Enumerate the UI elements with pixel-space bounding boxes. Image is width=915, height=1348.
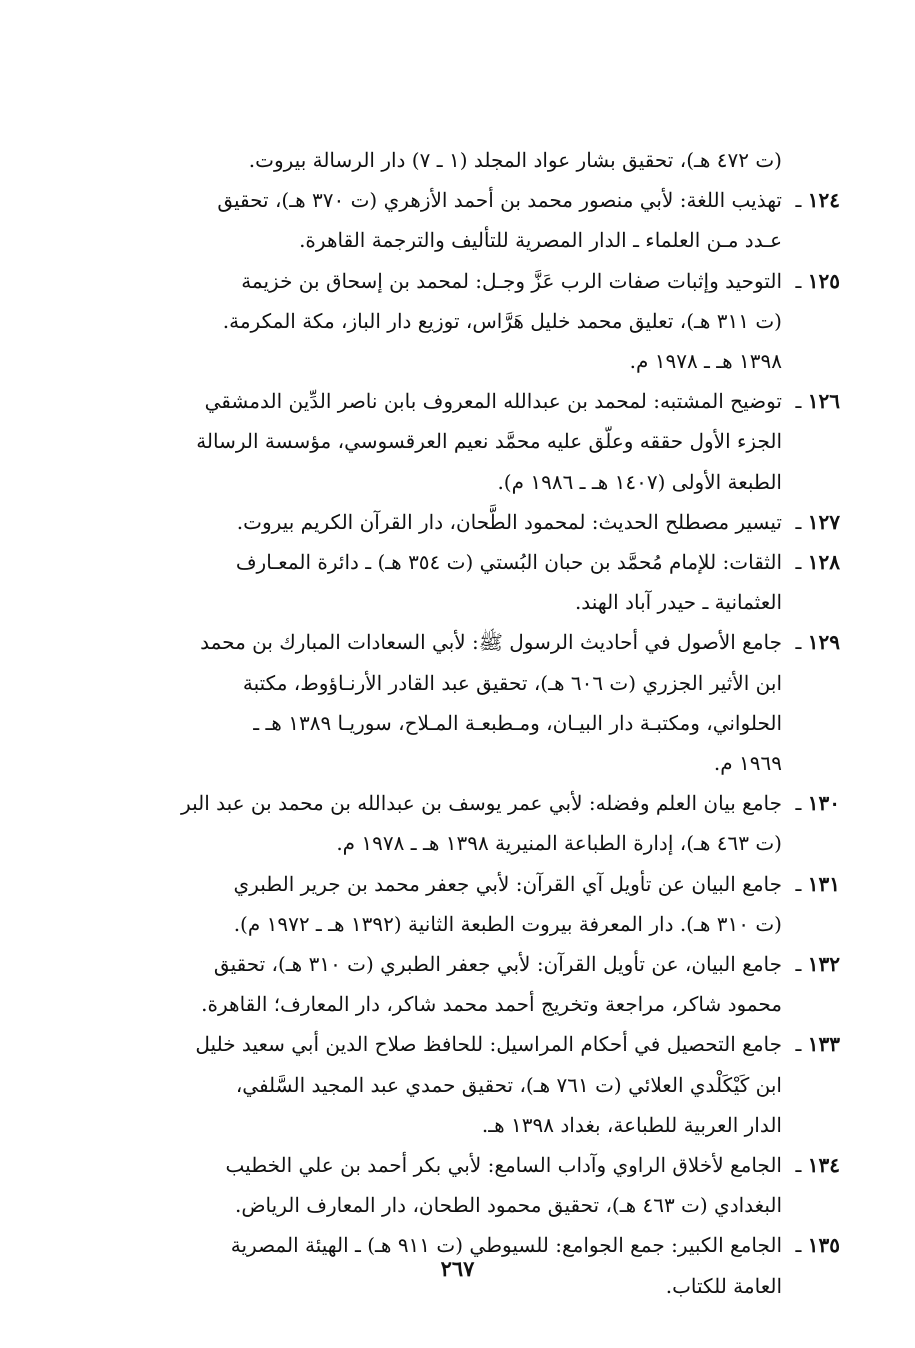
reference-entry: [130, 542, 840, 622]
entry-number: ١٣٥ ـ: [795, 1233, 840, 1258]
entry-line: العامة للكتاب.: [665, 1273, 782, 1298]
entry-line: الطبعة الأولى (١٤٠٧ هـ ـ ١٩٨٦ م).: [497, 469, 782, 494]
entry-line: (ت ٤٦٣ هـ)، إدارة الطباعة المنيرية ١٣٩٨ هـ ـ ١٩٧٨ م.: [336, 831, 782, 856]
reference-entry: [130, 381, 840, 502]
entry-line: جامع التحصيل في أحكام المراسيل: للحافظ صلاح الدين أبي سعيد خليل: [195, 1032, 782, 1057]
entry-line: ١٩٦٩ م.: [713, 751, 782, 776]
entry-line: الحلواني، ومكتبـة دار البيـان، ومـطبعـة المـلاح، سوريـا ١٣٨٩ هـ ـ: [253, 710, 782, 735]
entry-number: ١٢٤ ـ: [795, 188, 840, 213]
entry-line: جامع بيان العلم وفضله: لأبي عمر يوسف بن عبدالله بن محمد بن عبد البر: [181, 791, 782, 816]
entry-number: ١٢٧ ـ: [795, 509, 840, 534]
entry-line: (ت ٣١٠ هـ). دار المعرفة بيروت الطبعة الثانية (١٣٩٢ هـ ـ ١٩٧٢ م).: [233, 911, 782, 936]
reference-entry: [130, 783, 840, 863]
entry-number: ١٢٩ ـ: [795, 630, 840, 655]
reference-entry: [130, 261, 840, 382]
entry-number: ١٢٥ ـ: [795, 268, 840, 293]
entry-line: الدار العربية للطباعة، بغداد ١٣٩٨ هـ.: [481, 1112, 782, 1137]
entry-line: عـدد مـن العلماء ـ الدار المصرية للتأليف والترجمة القاهرة.: [299, 228, 782, 253]
reference-entry: [130, 180, 840, 260]
entry-number: ١٢٦ ـ: [795, 389, 840, 414]
entry-line: تهذيب اللغة: لأبي منصور محمد بن أحمد الأزهري (ت ٣٧٠ هـ)، تحقيق: [217, 188, 782, 213]
entry-line: ١٣٩٨ هـ ـ ١٩٧٨ م.: [629, 349, 782, 374]
entry-line: توضيح المشتبه: لمحمد بن عبدالله المعروف بابن ناصر الدِّين الدمشقي: [204, 389, 782, 414]
reference-entry: [130, 1024, 840, 1145]
entry-line: جامع البيان، عن تأويل القرآن: لأبي جعفر الطبري (ت ٣١٠ هـ)، تحقيق: [213, 952, 782, 977]
entry-number: ١٣٢ ـ: [795, 952, 840, 977]
reference-entry: [130, 864, 840, 944]
continued-entry-text: (ت ٤٧٢ هـ)، تحقيق بشار عواد المجلد (١ ـ ٧) دار الرسالة بيروت.: [248, 148, 782, 172]
entry-line: العثمانية ـ حيدر آباد الهند.: [574, 590, 782, 615]
entry-line: جامع الأصول في أحاديث الرسول ﷺ: لأبي السعادات المبارك بن محمد: [200, 630, 782, 655]
entry-line: (ت ٣١١ هـ)، تعليق محمد خليل هَرَّاس، توزيع دار الباز، مكة المكرمة.: [222, 308, 782, 333]
entry-number: ١٣٣ ـ: [795, 1032, 840, 1057]
entry-line: محمود شاكر، مراجعة وتخريج أحمد محمد شاكر، دار المعارف؛ القاهرة.: [201, 992, 782, 1017]
entry-number: ١٢٨ ـ: [795, 550, 840, 575]
reference-entry: [130, 502, 840, 542]
page-body: [130, 140, 840, 1306]
entry-line: ابن كَيْكَلْدي العلائي (ت ٧٦١ هـ)، تحقيق حمدي عبد المجيد السَّلفي،: [235, 1072, 782, 1097]
entry-line: الجامع لأخلاق الراوي وآداب السامع: لأبي بكر أحمد بن علي الخطيب: [225, 1153, 782, 1178]
page-number: ٢٦٧: [440, 1256, 475, 1281]
entry-number: ١٣٠ ـ: [795, 791, 840, 816]
entry-line: الجامع الكبير: جمع الجوامع: للسيوطي (ت ٩١١ هـ) ـ الهيئة المصرية: [230, 1233, 782, 1258]
entry-line: ابن الأثير الجزري (ت ٦٠٦ هـ)، تحقيق عبد القادر الأرنـاؤوط، مكتبة: [242, 670, 782, 695]
entry-line: البغدادي (ت ٤٦٣ هـ)، تحقيق محمود الطحان، دار المعارف الرياض.: [235, 1193, 782, 1218]
entry-number: ١٣٤ ـ: [795, 1153, 840, 1178]
entry-line: الثقات: للإمام مُحمَّد بن حبان البُستي (ت ٣٥٤ هـ) ـ دائرة المعـارف: [235, 550, 782, 575]
reference-entry: [130, 622, 840, 783]
entry-number: ١٣١ ـ: [795, 871, 840, 896]
entry-line: جامع البيان عن تأويل آي القرآن: لأبي جعفر محمد بن جرير الطبري: [233, 871, 782, 896]
entry-line: التوحيد وإثبات صفات الرب عَزَّ وجـل: لمحمد بن إسحاق بن خزيمة: [241, 268, 782, 293]
entry-line: تيسير مصطلح الحديث: لمحمود الطَّحان، دار القرآن الكريم بيروت.: [236, 509, 782, 534]
entry-line: الجزء الأول حققه وعلّق عليه محمَّد نعيم العرقسوسي، مؤسسة الرسالة: [196, 429, 782, 454]
reference-entry: [130, 944, 840, 1024]
reference-entry: [130, 1145, 840, 1225]
